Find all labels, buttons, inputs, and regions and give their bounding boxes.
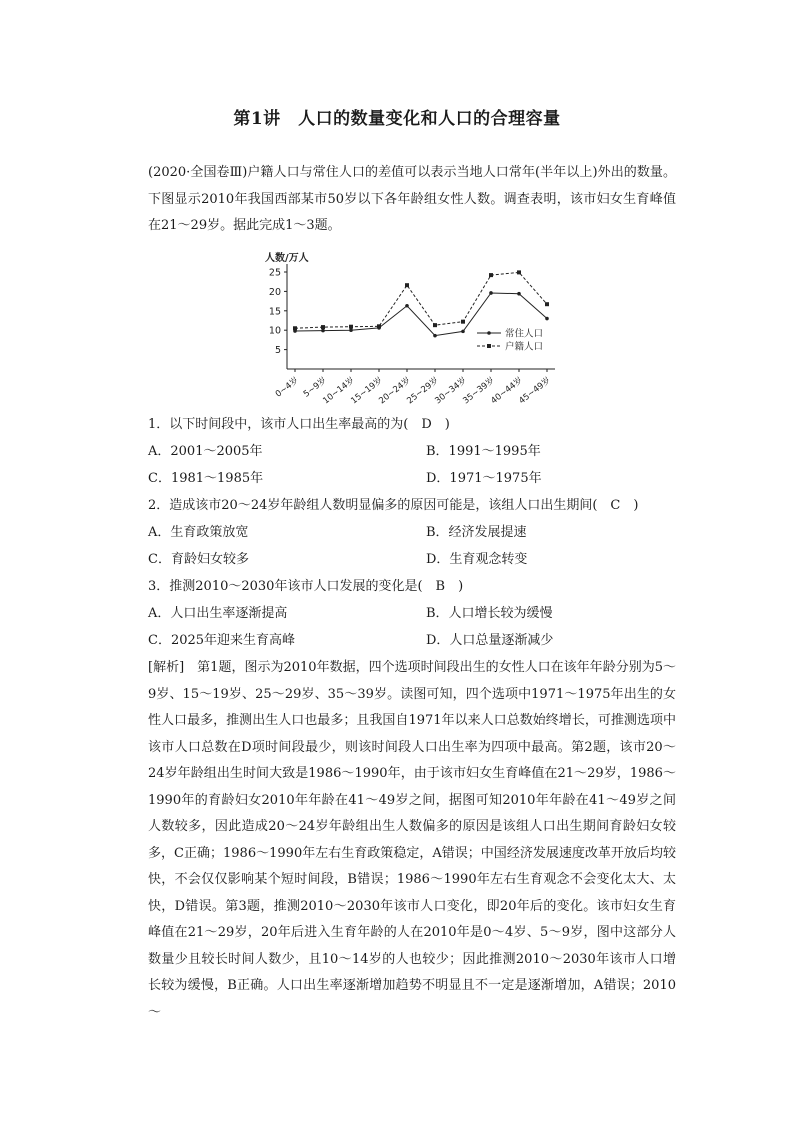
data-point [461,320,465,324]
question-3-option-a: A．人口出生率逐渐提高 [148,606,288,621]
question-3-option-d: D．人口总量逐渐减少 [426,633,554,648]
data-point [433,334,437,338]
question-3-option-c: C．2025年迎来生育高峰 [148,633,296,648]
data-point [377,324,381,328]
series-line-registered [295,272,547,328]
page-title: 第1讲 人口的数量变化和人口的合理容量 [233,109,561,129]
data-point [489,273,493,277]
y-tick-label: 10 [268,325,281,337]
x-tick-label: 25~29岁 [405,375,441,407]
data-point [349,325,353,329]
data-point [321,329,325,333]
data-point [433,323,437,327]
question-1-stem: 1．以下时间段中，该市人口出生率最高的为( D ) [148,417,450,432]
intro-paragraph: (2020·全国卷Ⅲ)户籍人口与常住人口的差值可以表示当地人口常年(半年以上)外出的数量。下图显示2010年我国西部某市50岁以下各年龄组女性人数。调查表明，该市妇女生育峰值在21～29岁。据此完成1～3题。 [148,165,676,233]
question-1-option-b: B．1991～1995年 [426,444,541,459]
x-tick-label: 0~4岁 [273,375,301,400]
question-1-option-d: D．1971～1975年 [426,471,542,486]
data-point [461,330,465,334]
question-2-option-a: A．生育政策放宽 [148,525,249,540]
y-tick-label: 20 [268,286,281,298]
legend-marker [487,331,491,335]
x-tick-label: 40~44岁 [489,375,525,407]
legend-marker [487,344,491,348]
data-point [405,304,409,308]
data-point [349,328,353,332]
data-point [517,270,521,274]
y-tick-label: 5 [274,345,281,357]
x-tick-label: 10~14岁 [321,375,357,407]
data-point [293,326,297,330]
y-tick-label: 15 [268,306,281,318]
legend-label: 户籍人口 [505,341,544,353]
question-3-stem: 3．推测2010～2030年该市人口发展的变化是( B ) [148,579,464,594]
x-tick-label: 15~19岁 [349,375,385,407]
data-point [489,291,493,295]
question-2-option-d: D．生育观念转变 [426,552,528,567]
question-2-stem: 2．造成该市20～24岁年龄组人数明显偏多的原因可能是，该组人口出生期间( C ) [148,498,639,513]
data-point [517,292,521,296]
x-tick-label: 35~39岁 [461,375,497,407]
y-axis-label: 人数/万人 [265,253,309,264]
x-tick-label: 45~49岁 [517,375,553,407]
x-tick-label: 5~9岁 [301,375,329,400]
analysis-paragraph: [解析] 第1题，图示为2010年数据，四个选项时间段出生的女性人口在该年年龄分别为5～9岁、15～19岁、25～29岁、35～39岁。读图可知，四个选项中1971～1975年出生的女性人口最多，推测出生人口也最多；且我国自1971年以来人口总数始终增长，可推测选项中该市人口总数在D项时间段最少，则该时间段人口出生率为四项中最高。第2题，该市20～24岁年龄组出生时间大致是1986～1990年，由于该市妇女生育峰值在21～29岁，1986～1990年的育龄妇女2010年年龄在41～49岁之间，据图可知2010年年龄在41～49岁之间人数较多，因此造成20～24岁年龄组出生人数偏多的原因是该组人口出生期间育龄妇女较多，C正确；1986～1990年左右生育政策稳定，A错误；中国经济发展速度改革开放后均较快，不会仅仅影响某个短时间段，B错误；1986～1990年左右生育观念不会变化太大、太快，D错误。第3题，推测2010～2030年该市人口变化，即20年后的变化。该市妇女生育峰值在21～29岁，20年后进入生育年龄的人在2010年是0～4岁、5～9岁，图中这部分人数量少且较长时间人数少，且10～14岁的人也较少；因此推测2010～2030年该市人口增长较为缓慢，B正确。人口出生率逐渐增加趋势不明显且不一定是逐渐增加，A错误；2010～ [148,660,676,1020]
legend-label: 常住人口 [505,328,544,340]
question-1-option-c: C．1981～1985年 [148,471,264,486]
data-point [545,302,549,306]
y-tick-label: 25 [268,267,281,279]
x-tick-label: 30~34岁 [433,375,469,407]
data-point [545,317,549,321]
population-line-chart [255,247,565,407]
question-1-option-a: A．2001～2005年 [148,444,263,459]
question-2-option-c: C．育龄妇女较多 [148,552,249,567]
question-2-option-b: B．经济发展提速 [426,525,527,540]
data-point [321,325,325,329]
data-point [405,283,409,287]
x-tick-label: 20~24岁 [377,375,413,407]
question-3-option-b: B．人口增长较为缓慢 [426,606,553,621]
